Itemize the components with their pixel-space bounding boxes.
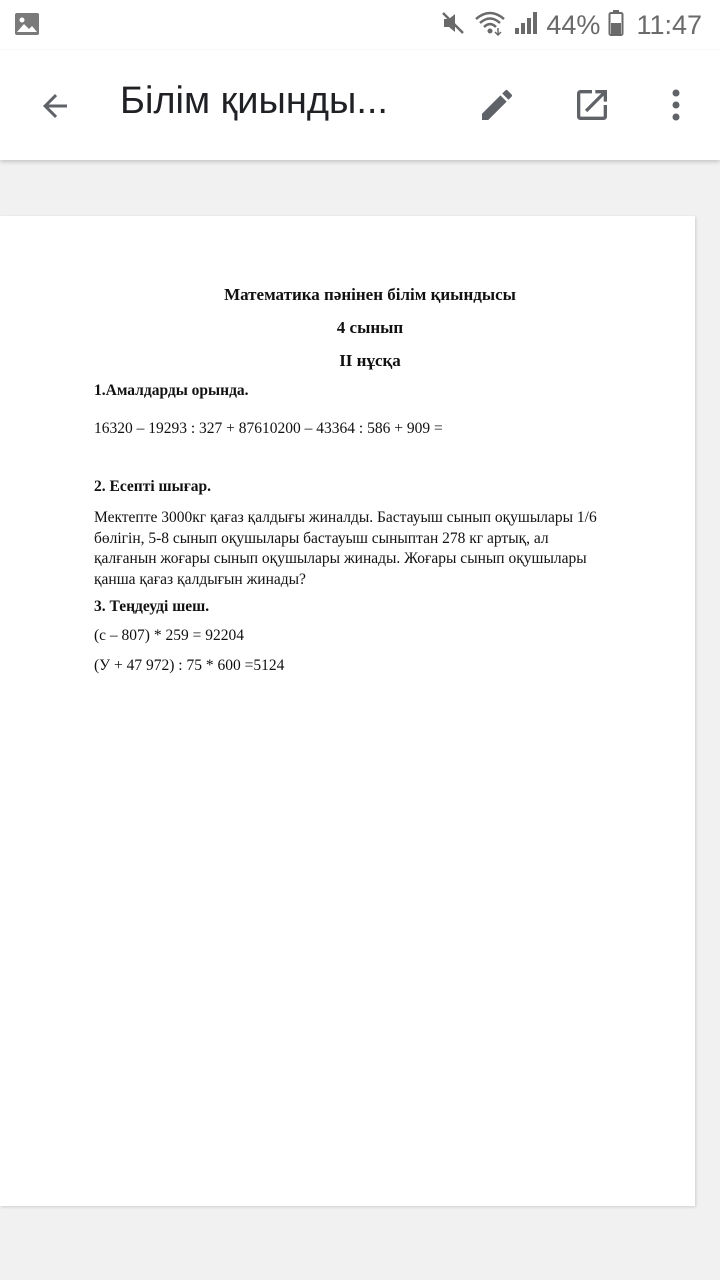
battery-percent: 44% [546, 9, 601, 40]
task2-heading: 2. Есепті шығар. [94, 478, 211, 495]
task2-line: қанша қағаз қалдығын жинады? [94, 570, 306, 588]
more-vert-icon[interactable] [656, 82, 696, 128]
wifi-icon [474, 10, 506, 41]
status-bar [0, 0, 720, 50]
task3-equation-2: (У + 47 972) : 75 * 600 =5124 [94, 657, 285, 674]
task1-expression: 16320 – 19293 : 327 + 87610200 – 43364 : 586 + 909 = [94, 420, 443, 437]
task2-line: бөлігін, 5-8 сынып оқушылары бастауыш сыныптан 278 кг артық, ал [94, 529, 549, 547]
doc-heading-title: Математика пәнінен білім қиындысы [224, 285, 516, 304]
signal-icon [514, 10, 538, 41]
task2-line: Мектепте 3000кг қағаз қалдығы жиналды. Бастауыш сынып оқушылары 1/6 [94, 509, 597, 526]
task2-text [94, 508, 654, 590]
mute-icon [440, 10, 466, 41]
task3-heading: 3. Теңдеуді шеш. [94, 598, 210, 615]
document-page[interactable] [0, 216, 695, 1206]
battery-icon [608, 9, 624, 42]
task3-equation-1: (с – 807) * 259 = 92204 [94, 627, 244, 644]
image-icon [14, 12, 40, 41]
document-title: Білім қиынды... [120, 80, 388, 122]
edit-pencil-icon[interactable] [474, 82, 520, 128]
task1-heading: 1.Амалдарды орында. [94, 382, 249, 399]
clock: 11:47 [636, 9, 702, 40]
back-arrow-icon[interactable] [32, 83, 78, 129]
task2-line: қалғанын жоғары сынып оқушылары жинады. Жоғары сынып оқушылары [94, 550, 587, 567]
app-bar [0, 50, 720, 160]
doc-heading-variant: ІІ нұсқа [339, 351, 401, 370]
doc-heading-grade: 4 сынып [336, 318, 404, 337]
open-external-icon[interactable] [569, 82, 615, 128]
